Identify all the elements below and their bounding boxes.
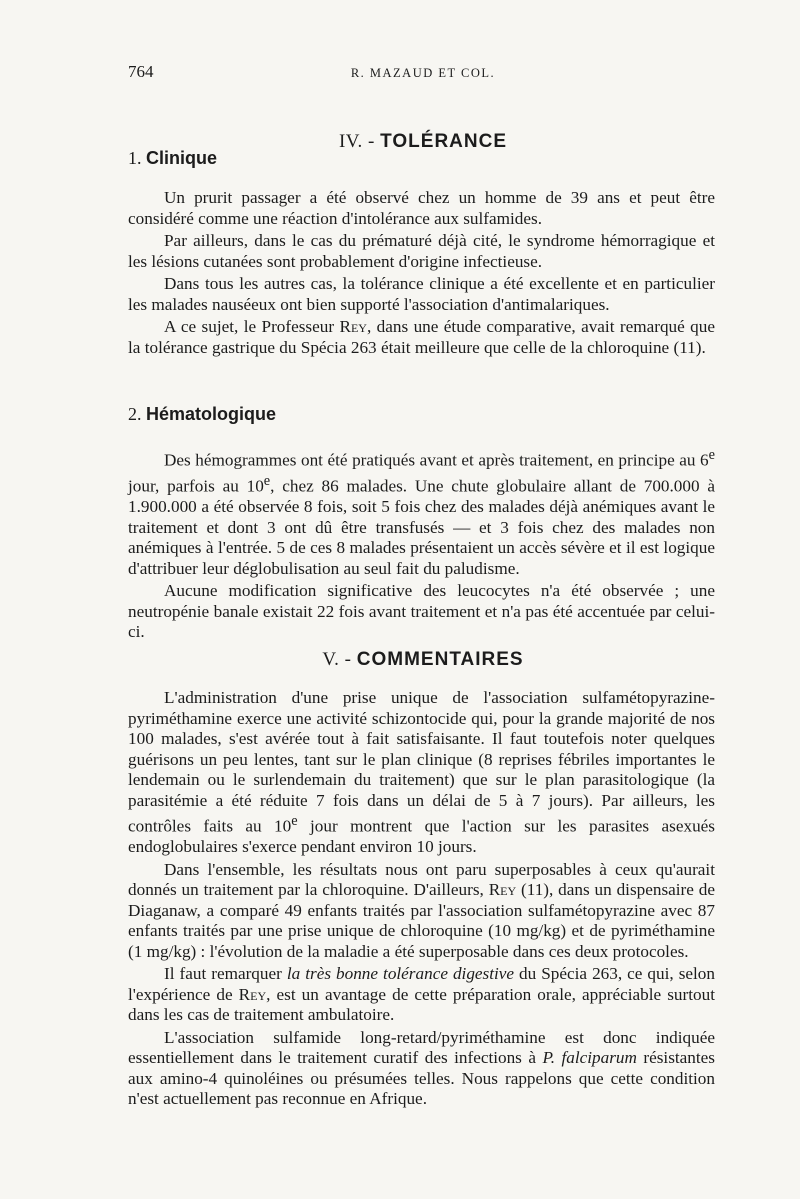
text-run: L'association sulfamide long-retard/pyriméthamine est donc indiquée essentiellement dans le traitement curatif des infections à xyxy=(128,1027,715,1068)
running-head: R. MAZAUD ET COL. xyxy=(350,66,496,80)
section-numeral: V. - xyxy=(322,649,357,670)
page-header xyxy=(128,62,718,86)
paragraph xyxy=(128,445,715,579)
paragraph: Dans tous les autres cas, la tolérance clinique a été excellente et en particulier les malades nauséeux ont bien supporté l'association d'antimalariques. xyxy=(128,274,715,314)
section-numeral: IV. - xyxy=(338,131,381,152)
hematologique-body xyxy=(128,445,715,645)
text-run: A ce sujet, le Professeur xyxy=(164,317,340,336)
species-name: P. falciparum xyxy=(542,1048,637,1068)
paragraph xyxy=(128,317,715,358)
text-run: , chez 86 malades. Une chute globulaire allant de 700.000 à 1.900.000 a été observée 8 fois, soit 5 fois chez des malades déjà anémiques avant le traitement et dont 3 ont dû être transfusés — et 3 fois chez des malades non anémiques à l'entrée. 5 de ces 8 malades présentaient un accès sévère et il est logique d'attribuer leur déglobulisation au seul fait du paludisme. xyxy=(128,476,716,578)
text-run: Des hémogrammes ont été pratiqués avant et après traitement, en principe au 6 xyxy=(164,450,709,470)
superscript: e xyxy=(708,447,715,463)
section-title-commentaires xyxy=(128,649,718,671)
text-run: L'administration d'une prise unique de l'association sulfamétopyrazine-pyriméthamine exerce une activité schizontocide qui, pour la grande majorité de nos 100 malades, s'est avérée tout à fait satisfaisante. Il faut toutefois noter quelques guérisons un peu lentes, tant sur le plan clinique (8 reprises fébriles importantes le lendemain ou le surlendemain du traitement) que sur le plan parasitologique (la parasitémie a été réduite 7 fois dans un délai de 5 à 7 jours). Par ailleurs, les contrôles faits au 10 xyxy=(128,688,715,836)
superscript: e xyxy=(291,813,298,829)
author-name: Rey xyxy=(238,984,267,1004)
author-name: Rey xyxy=(339,317,367,336)
text-run: jour, parfois au 10 xyxy=(128,476,264,496)
text-run: , dans une étude comparative, avait remarqué que la tolérance gastrique du Spécia 263 était meilleure que celle de la chloroquine (11). xyxy=(128,317,715,357)
paragraph xyxy=(128,964,715,1026)
emphasis: la très bonne tolérance digestive xyxy=(286,964,515,984)
paragraph xyxy=(128,860,715,963)
subsection-heading-hematologique xyxy=(128,404,276,425)
page-number: 764 xyxy=(128,62,154,81)
paragraph: Par ailleurs, dans le cas du prématuré déjà cité, le syndrome hémorragique et les lésions cutanées sont probablement d'origine infectieuse. xyxy=(128,231,715,271)
section-heading: TOLÉRANCE xyxy=(380,131,508,152)
subsection-number: 2. xyxy=(128,404,146,424)
commentaires-body xyxy=(128,688,715,1112)
subsection-number: 1. xyxy=(128,148,146,168)
subsection-title: Clinique xyxy=(146,148,217,168)
subsection-heading-clinique xyxy=(128,148,217,169)
text-run: jour montrent que l'action sur les parasites asexués endoglobulaires s'exerce pendant environ 10 jours. xyxy=(128,816,715,857)
paragraph: Aucune modification significative des leucocytes n'a été observée ; une neutropénie banale existait 22 fois avant traitement et n'a pas été accentuée par celui-ci. xyxy=(128,581,715,642)
text-run: Dans l'ensemble, les résultats nous ont paru superposables à ceux qu'aurait donnés un traitement par la chloroquine. D'ailleurs, xyxy=(128,859,715,900)
section-heading: COMMENTAIRES xyxy=(356,649,524,670)
paragraph xyxy=(128,688,715,858)
clinique-body xyxy=(128,188,715,360)
text-run: , est un avantage de cette préparation orale, appréciable surtout dans les cas de traitement ambulatoire. xyxy=(128,984,715,1025)
paragraph xyxy=(128,1028,715,1110)
subsection-title: Hématologique xyxy=(146,404,277,424)
text-run: du Spécia 263, ce qui, selon l'expérience de xyxy=(128,964,715,1004)
text-run: Il faut remarquer xyxy=(164,964,287,984)
superscript: e xyxy=(263,473,271,490)
text-run: résistantes aux amino-4 quinoléines ou présumées telles. Nous rappelons que cette condition n'est actuellement pas reconnue en Afrique. xyxy=(128,1048,715,1109)
paragraph: Un prurit passager a été observé chez un homme de 39 ans et peut être considéré comme une réaction d'intolérance aux sulfamides. xyxy=(128,188,715,228)
author-name: Rey xyxy=(488,880,517,900)
text-run: (11), dans un dispensaire de Diaganaw, a comparé 49 enfants traités par l'association sulfamétopyrazine avec 87 enfants traités par une prise unique de chloroquine (10 mg/kg) et de pyriméthamine (1 mg/kg) : l'évolution de la maladie a été superposable dans ces deux protocoles. xyxy=(128,880,715,961)
